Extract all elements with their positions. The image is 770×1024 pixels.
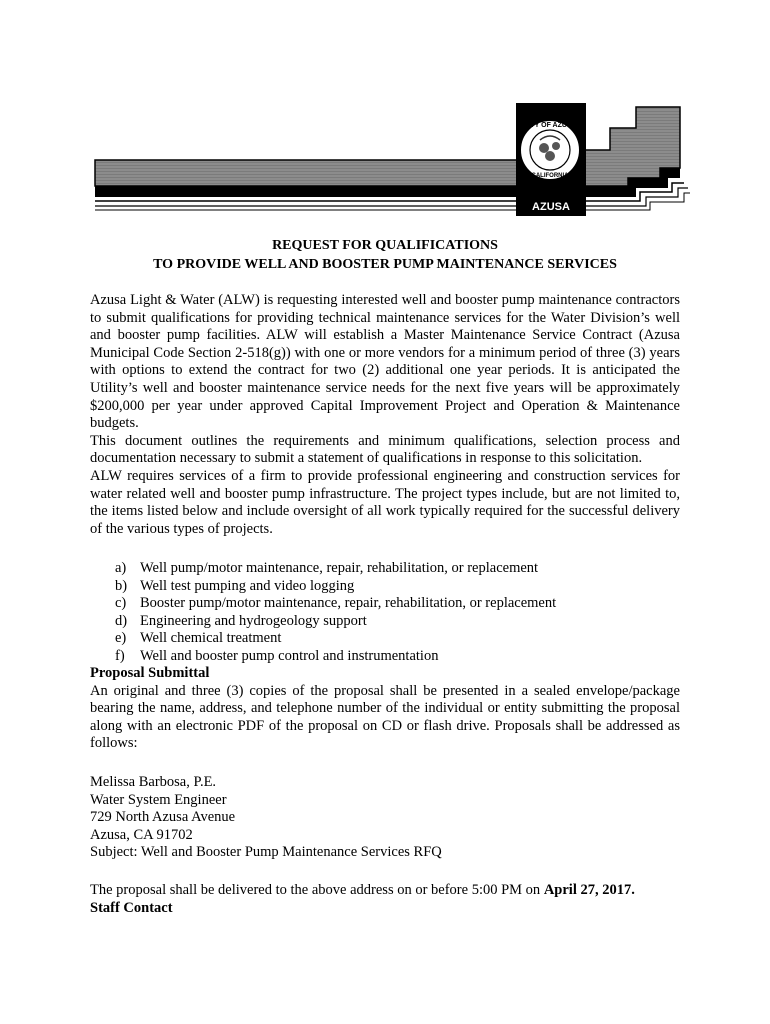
list-item: e) Well chemical treatment [115,630,282,647]
list-item: d) Engineering and hydrogeology support [115,612,367,629]
intro-paragraph-3: ALW requires services of a firm to provide professional engineering and construction services for water related well and booster pump infrastructure. The project types include, but are not limited to, the items listed below and include oversight of all work typically required for the successful delivery of the various types of projects. [90,467,680,537]
seal-text: CITY OF AZUSA [523,122,577,129]
intro-paragraph-2: This document outlines the requirements and minimum qualifications, selection process and documentation necessary to submit a statement of qualifications in response to this solicitation. [90,432,680,467]
deadline-text: The proposal shall be delivered to the above address on or before 5:00 PM on April 27, 2017. [90,882,635,898]
list-item: c) Booster pump/motor maintenance, repair, rehabilitation, or replacement [115,595,557,612]
list-item: f) Well and booster pump control and instrumentation [115,647,439,664]
deadline-section [90,882,680,917]
subject-line: Subject: Well and Booster Pump Maintenance Services RFQ [90,844,442,861]
contact-title: Water System Engineer [90,791,227,808]
proposal-heading: Proposal Submittal [90,665,210,681]
street-address: 729 North Azusa Avenue [90,809,236,826]
logo-name: AZUSA [532,201,570,213]
proposal-text: An original and three (3) copies of the proposal shall be presented in a sealed envelope/package bearing the name, address, and telephone number of the individual or entity submitting the proposal along with an electronic PDF of the proposal on CD or flash drive. Proposals shall be addressed as follows: [90,682,680,752]
proposal-section [90,665,680,753]
intro-paragraph-1: Azusa Light & Water (ALW) is requesting interested well and booster pump maintenance contractors to submit qualifications for providing technical maintenance services for the Water Division’s well and booster pump facilities. ALW will establish a Master Maintenance Service Contract (Azusa Municipal Code Section 2-518(g)) with one or more vendors for a minimum period of three (3) years with options to extend the contract for two (2) additional one year periods. It is anticipated the Utility’s well and booster maintenance service needs for the next five years will be approximately $200,000 per year under approved Capital Improvement Project and Operation & Maintenance budgets. [90,292,680,432]
seal-subtext: CALIFORNIA [531,173,569,179]
document-subtitle: TO PROVIDE WELL AND BOOSTER PUMP MAINTENANCE SERVICES [153,257,617,272]
document-title: REQUEST FOR QUALIFICATIONS [272,238,498,253]
intro-section [90,292,680,538]
services-list [115,560,556,666]
address-block [90,774,680,862]
city-of-azusa-logo [0,0,770,240]
staff-contact-heading: Staff Contact [90,899,173,916]
list-item: a) Well pump/motor maintenance, repair, rehabilitation, or replacement [115,560,539,576]
deadline-date: April 27, 2017. [543,882,635,898]
city-state-zip: Azusa, CA 91702 [90,826,193,843]
list-item: b) Well test pumping and video logging [115,577,355,594]
contact-name: Melissa Barbosa, P.E. [90,774,217,790]
